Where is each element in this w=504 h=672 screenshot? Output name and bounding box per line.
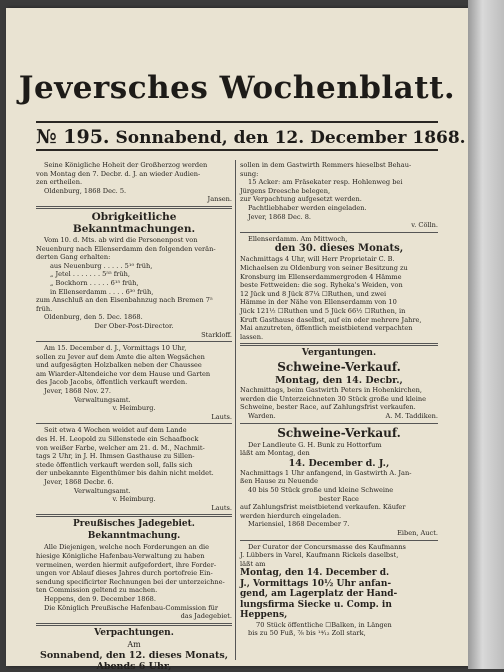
ell-l3: beste Fettweiden: die sog. Ryheka's Weiden, von <box>240 281 403 290</box>
sec4-l4: sendung specificirter Rechnungen bei der unterzeichne- <box>36 577 225 586</box>
newspaper-page <box>6 8 468 672</box>
right-column <box>240 161 438 638</box>
vergantungen-title: Vergantungen. <box>301 348 377 359</box>
sec1-l3: zum Anschluß an den Eisenbahnzug nach Bremen 7⁵ <box>36 296 213 305</box>
ell-l2: Kronsburg im Ellenserdammergroden 4 Hämme <box>240 272 402 281</box>
top-l1: sung: <box>240 169 259 178</box>
holz-big-3: lungsfirma Siecke u. Comp. in <box>240 599 392 610</box>
ell-l8: Mai anzutreten, öffentlich meistbietend verpachten <box>240 324 413 333</box>
ell-l5: Hämme in der Nähe von Ellenserdamm von 10 <box>240 298 397 307</box>
sv1-sign-name: A. M. Taddiken. <box>385 412 438 421</box>
sec3-sign-clerk: Lauts. <box>211 503 232 512</box>
sec2-l1: sollen zu Jever auf dem Amte die alten Wegsächen <box>36 352 205 361</box>
sec4-sign-office: Die Königlich Preußische Hafenbau-Commission für <box>44 603 219 612</box>
holz-big-4: Heppens, <box>240 610 288 621</box>
sv1-title: Schweine-Verkauf. <box>277 360 401 375</box>
sec5-l0: Am <box>127 639 141 649</box>
issue-line <box>36 126 466 148</box>
holz-l0: Der Curator der Concursmasse des Kaufmanns <box>248 542 406 551</box>
sec1-sign-name: Starkloff. <box>201 330 232 339</box>
sec4-l3: ungen vor Ablauf dieses Jahres durch portofreie Ein- <box>36 569 213 578</box>
ell-l7: Kruft Gasthause daselbst, auf ein oder mehrere Jahre, <box>240 315 422 324</box>
intro-l0: Seine Königliche Hoheit der Großherzog werden <box>44 161 208 169</box>
sv1-l0: Nachmittags, beim Gastwirth Peters in Hohenkirchen, <box>240 386 422 395</box>
ell-l0: Nachmittags 4 Uhr, will Herr Proprietair C. B. <box>240 255 395 264</box>
sv2-title: Schweine-Verkauf. <box>277 425 401 440</box>
sec2-l3: am Wiarder-Altendeiche vor dem Hause und Garten <box>36 369 211 378</box>
top-sign-name: v. Cölln. <box>411 221 438 230</box>
sec2-sign-date: Jever, 1868 Nov. 27. <box>44 387 112 396</box>
sv2-l4: 40 bis 50 Stück große und kleine Schweine <box>248 486 394 495</box>
column-divider <box>235 160 236 660</box>
sec3-sign-name: v. Heimburg. <box>112 495 156 504</box>
masthead-rule <box>36 121 438 123</box>
intro-sign-name: Jansen. <box>207 195 232 204</box>
sec4-title: Preußisches Jadegebiet. <box>73 519 195 530</box>
sec1-l0: Vom 10. d. Mts. ab wird die Personenpost von <box>44 235 198 244</box>
sec5-l2: Abends 6 Uhr, <box>96 660 172 672</box>
intro-l1: von Montag den 7. Decbr. d. J. an wieder Audien- <box>36 169 201 178</box>
sec3-l4: stede öffentlich verkauft werden soll, falls sich <box>36 460 193 469</box>
sec4-subtitle: Bekanntmachung. <box>87 531 181 542</box>
sec3-l5: der unbekannte Eigenthümer bis dahin nicht meldet. <box>36 469 214 478</box>
sec2-sign-name: v. Heimburg. <box>112 404 156 413</box>
sec3-l0: Seit etwa 4 Wochen weidet auf dem Lande <box>44 426 187 435</box>
sec4-sign-office-2: das Jadegebiet. <box>180 612 232 621</box>
issue-rule <box>36 149 438 151</box>
top-sign-date: Jever, 1868 Dec. 8. <box>248 212 312 221</box>
issue-date: Sonnabend, den 12. December 1868. <box>115 128 466 148</box>
ell-date: den 30. dieses Monats, <box>274 243 404 255</box>
sec2-l4: des Jacob Jacobs, öffentlich verkauft werden. <box>36 378 188 387</box>
sec4-l1: hiesige Königliche Hafenbau-Verwaltung zu haben <box>36 551 205 560</box>
sv2-l7: werden hierdurch eingeladen. <box>240 511 342 520</box>
sec1-time-0: aus Neuenburg . . . . . 5¹⁰ früh, <box>50 261 153 270</box>
intro-l2: zen ertheilen. <box>36 178 83 187</box>
holz-big-0: Montag, den 14. December d. <box>240 568 390 579</box>
sec1-sign-office: Der Ober-Post-Director. <box>94 321 174 330</box>
sv2-l0: Der Landleute G. H. Bunk zu Hottorfum <box>248 440 382 449</box>
sec3-l3: tags 2 Uhr, in J. H. Ihmsen Gasthause zu Sillen- <box>36 452 195 461</box>
sec1-sign-date: Oldenburg, den 5. Dec. 1868. <box>44 313 143 322</box>
sv2-date: 14. December d. J., <box>288 457 390 469</box>
sec1-l4: früh. <box>36 304 53 313</box>
ell-l1: Michaelsen zu Oldenburg von seiner Besitzung zu <box>240 263 408 272</box>
top-l2: 15 Ackerː am Fräsekater resp. Hohlenweg bei <box>248 178 403 187</box>
top-l4: zur Verpachtung aufgesetzt werden. <box>240 195 362 204</box>
sec3-sign-office: Verwaltungsamt. <box>74 486 131 495</box>
sec3-l2: von weißer Farbe, welcher am 21. d. M., Nachmit- <box>36 443 205 452</box>
sec1-time-2: „ Bockhorn . . . . . 6¹⁵ früh, <box>50 278 139 287</box>
sec1-title: Obrigkeitliche Bekanntmachungen. <box>72 210 196 235</box>
sec4-l0: Alle Diejenigen, welche noch Forderungen an die <box>44 543 210 552</box>
top-l5: Pachtliebhaber werden eingeladen. <box>248 203 367 212</box>
sv2-l5: bester Race <box>319 494 359 503</box>
sv1-sign-place: Warden. <box>248 412 276 421</box>
sec1-l2: derten Gang erhalten: <box>36 253 111 262</box>
holz-l4: bis zu 50 Fuß, ⅞ bis ¹⁴⁄₁₂ Zoll stark, <box>248 629 366 638</box>
sec2-l2: und aufgesägten Holzbalken neben der Chaussee <box>36 361 202 370</box>
sv1-date: Montag, den 14. Decbr., <box>275 375 403 387</box>
sec2-sign-office: Verwaltungsamt. <box>74 395 131 404</box>
sv2-sign-name: Eiben, Auct. <box>397 529 438 537</box>
intro-sign-date: Oldenburg, 1868 Dec. 5. <box>44 186 127 195</box>
ell-l6: Jück 121½ ☐Ruthen und 5 Jück 66½ ☐Ruthen, in <box>240 306 406 315</box>
sec2-l0: Am 15. December d. J., Vormittags 10 Uhr, <box>44 344 187 353</box>
sv2-l2: Nachmittags 1 Uhr anfangend, in Gastwirth A. Jan- <box>240 468 412 477</box>
masthead-title: Jeversches Wochenblatt. <box>18 70 456 106</box>
sv1-l1: werden die Unterzeichneten 30 Stück große und kleine <box>240 394 426 403</box>
sec3-l1: des H. H. Leopold zu Sillenstede ein Schaafbock <box>36 435 199 444</box>
top-l3: Jürgens Dreesche belegen, <box>240 186 331 195</box>
sec2-sign-clerk: Lauts. <box>211 412 232 421</box>
sec3-sign-date: Jever, 1868 Decbr. 6. <box>44 478 114 486</box>
sv2-sign-date: Mariensiel, 1868 December 7. <box>248 520 350 529</box>
page-edge <box>468 0 504 669</box>
sec4-l5: ten Commission geltend zu machen. <box>36 586 158 595</box>
sec1-l1: Neuenburg nach Ellenserdamm den folgenden verän- <box>36 244 216 253</box>
sec1-time-3: in Ellenserdamm . . . . 6³⁰ früh, <box>50 287 154 296</box>
holz-big-2: gend, am Lagerplatz der Hand- <box>240 589 398 600</box>
sec4-l2: vermeinen, werden hiermit aufgefordert, ihre Forder- <box>36 560 217 569</box>
holz-l3: 70 Stück öffentliche ☐Balken, in Längen <box>256 620 392 629</box>
issue-number: № 195. <box>36 126 110 148</box>
sec5-l1: Sonnabend, den 12. dieses Monats, <box>39 649 229 661</box>
sec4-sign-date: Heppens, den 9. December 1868. <box>44 594 156 603</box>
ell-l4: 12 Jück und 8 Jück 87¼ ☐Ruthen, und zwei <box>240 289 387 298</box>
left-column <box>36 161 232 672</box>
holz-big-1: J., Vormittags 10½ Uhr anfan- <box>240 578 392 589</box>
holz-l1: J. Lübbers in Varel, Kaufmann Rickels daselbst, <box>240 551 399 560</box>
sv2-l1: läßt am Montag, den <box>240 449 310 458</box>
sv1-l2: Schweine, bester Race, auf Zahlungsfrist verkaufen. <box>240 403 416 412</box>
ell-l9: lassen. <box>240 332 264 341</box>
sv2-l3: ßen Hause zu Neuende <box>240 477 318 486</box>
holz-l2: läßt am <box>240 559 266 568</box>
top-l0: sollen in dem Gastwirth Remmers hieselbst Behau- <box>240 161 412 169</box>
sv2-l6: auf Zahlungsfrist meistbietend verkaufen. Käufer <box>240 503 406 512</box>
sec5-title: Verpachtungen. <box>94 627 174 638</box>
sec1-time-1: „ Jetel . . . . . . . 5⁵⁵ früh, <box>50 270 130 279</box>
ell-head: Ellenserdamm. Am Mittwoch, <box>248 234 348 243</box>
